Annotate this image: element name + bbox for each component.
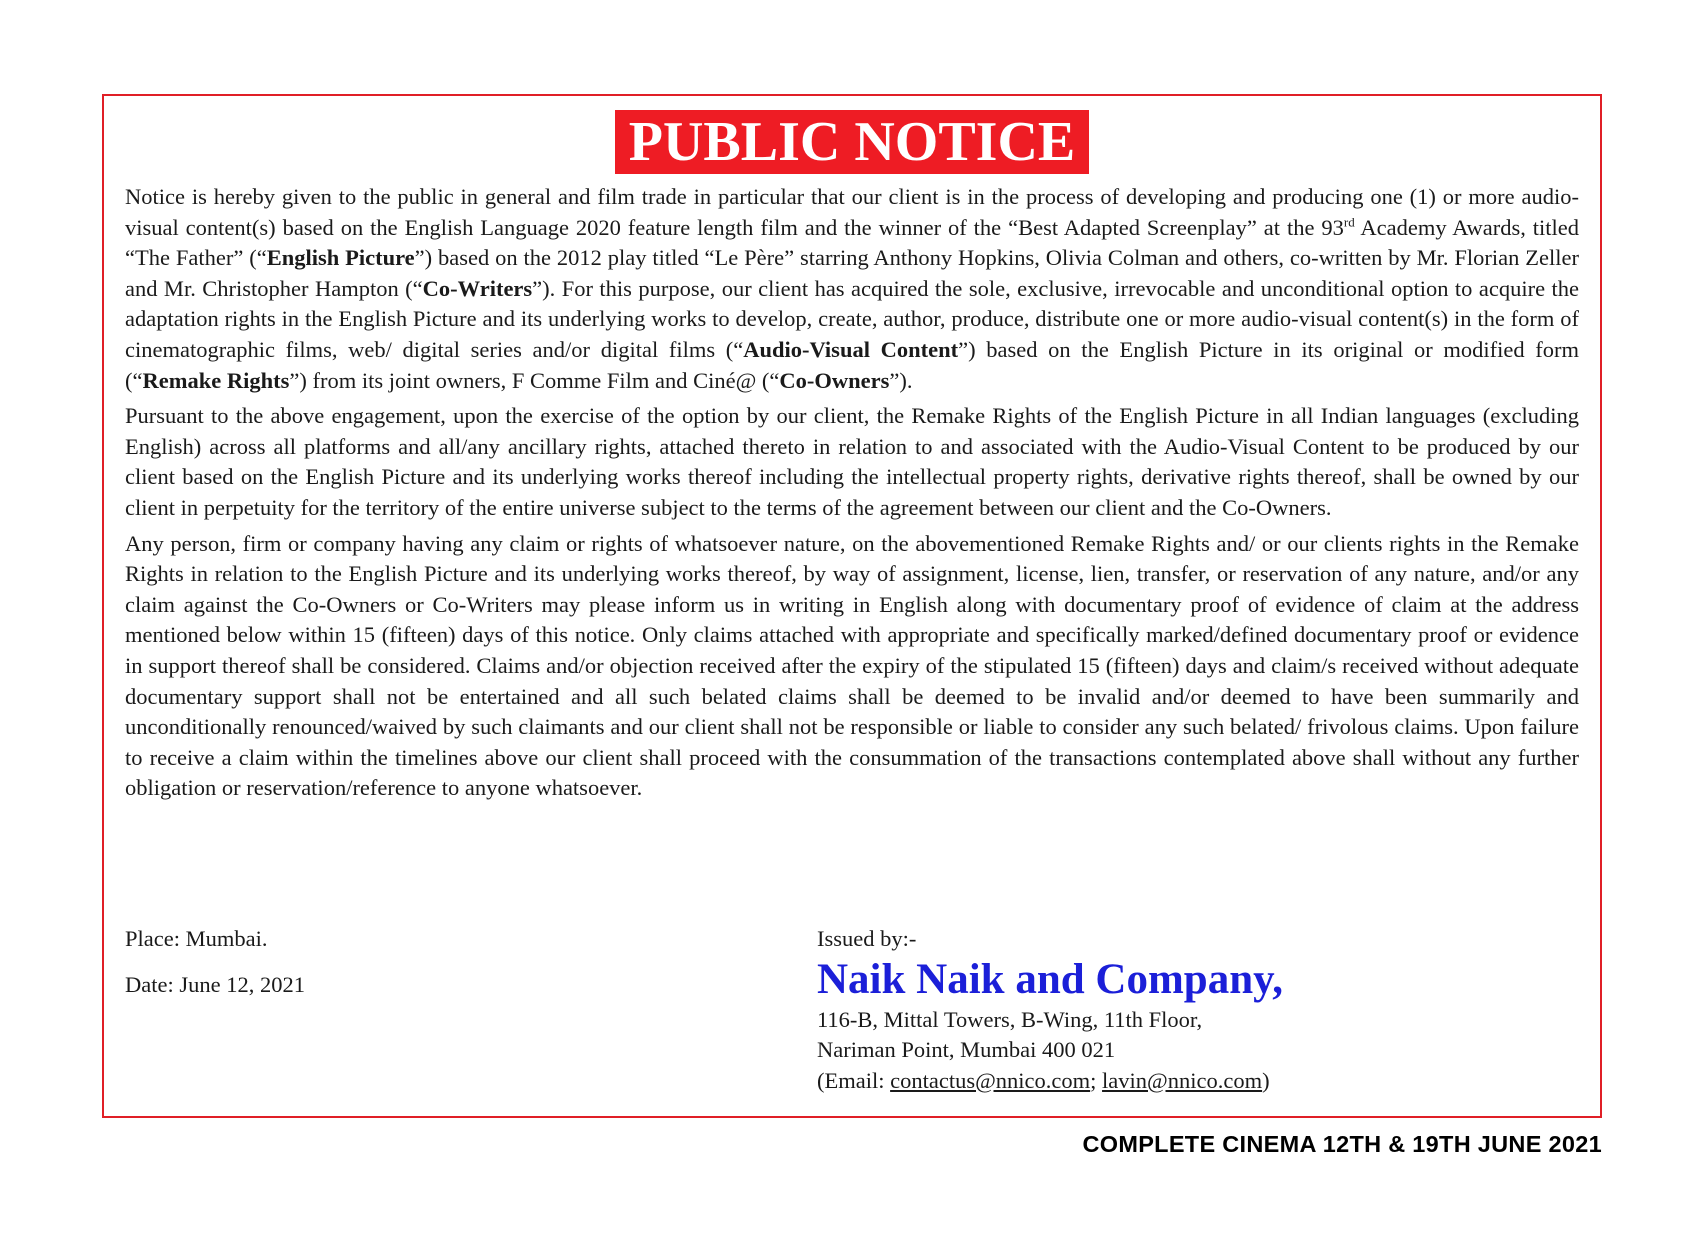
address-line-1: 116-B, Mittal Towers, B-Wing, 11th Floor, <box>817 1006 1203 1032</box>
notice-body <box>125 182 1579 809</box>
term-audio-visual-content: Audio-Visual Content <box>743 336 959 362</box>
place-date-block <box>125 924 305 1000</box>
p1-text-6: ”) from its joint owners, F Comme Film and Ciné@ (“ <box>289 367 780 393</box>
p1-text-5: ”) based on the English Picture in its original or modified form (“ <box>125 336 1580 393</box>
term-co-owners: Co-Owners <box>779 367 890 393</box>
public-notice-frame <box>102 94 1602 1118</box>
publication-banner: COMPLETE CINEMA 12TH & 19TH JUNE 2021 <box>1082 1131 1602 1157</box>
p1-text-2: Academy Awards, titled “The Father” (“ <box>125 214 1579 271</box>
email-link-contactus[interactable]: contactus@nnico.com <box>890 1067 1091 1093</box>
place-line: Place: Mumbai. <box>125 926 268 951</box>
email-suffix: ) <box>1262 1067 1270 1093</box>
email-line <box>817 1066 1283 1097</box>
term-english-picture: English Picture <box>266 245 415 271</box>
notice-title: PUBLIC NOTICE <box>615 110 1090 174</box>
email-prefix: (Email: <box>817 1067 891 1093</box>
ordinal-superscript: rd <box>1343 214 1355 230</box>
paragraph-2: Pursuant to the above engagement, upon the exercise of the option by our client, the Remake Rights of the English Picture in all Indian languages (excluding English) across all platforms and all/any ancillary rights, attached thereto in relation to and associated with the Audio-Visual Content to be produced by our client based on the English Picture and its underlying works thereof including the intellectual property rights, derivative rights thereof, shall be owned by our client in perpetuity for the territory of the entire universe subject to the terms of the agreement between our client and the Co-Owners. <box>125 403 1579 520</box>
p1-text-7: ”). <box>889 367 913 393</box>
paragraph-3: Any person, firm or company having any claim or rights of whatsoever nature, on the abovementioned Remake Rights and/ or our clients rights in the Remake Rights in relation to the English Picture and its underlying works thereof, by way of assignment, license, lien, transfer, or reservation of any nature, and/or any claim against the Co-Owners or Co-Writers may please inform us in writing in English along with documentary proof of evidence of claim at the address mentioned below within 15 (fifteen) days of this notice. Only claims attached with appropriate and specifically marked/defined documentary proof or evidence in support thereof shall be considered. Claims and/or objection received after the expiry of the stipulated 15 (fifteen) days and claim/s received without adequate documentary support shall not be entertained and all such belated claims shall be deemed to be invalid and/or deemed to have been summarily and unconditionally renounced/waived by such claimants and our client shall not be responsible or liable to consider any such belated/ frivolous claims. Upon failure to receive a claim within the timelines above our client shall proceed with the consummation of the transactions contemplated above shall without any further obligation or reservation/reference to anyone whatsoever. <box>125 530 1579 801</box>
p1-text-3: ”) based on the 2012 play titled “Le Père” starring Anthony Hopkins, Olivia Colman and others, co-written by Mr. Florian Zeller and Mr. Christopher Hampton (“ <box>125 245 1579 301</box>
term-co-writers: Co-Writers <box>422 275 533 301</box>
issuer-block <box>817 924 1283 1096</box>
title-wrap <box>104 110 1600 174</box>
address-line-2: Nariman Point, Mumbai 400 021 <box>817 1037 1116 1062</box>
p1-text-1: Notice is hereby given to the public in general and film trade in particular that our client is in the process of developing and producing one (1) or more audio-visual content(s) based on the English Language 2020 feature length film and the winner of the “Best Adapted Screenplay” at the 93 <box>125 184 1579 240</box>
term-remake-rights: Remake Rights <box>142 367 290 393</box>
issued-by-label: Issued by:- <box>817 926 917 951</box>
firm-name: Naik Naik and Company, <box>817 955 1283 1003</box>
email-separator: ; <box>1090 1067 1103 1093</box>
paragraph-1 <box>125 182 1579 396</box>
date-line: Date: June 12, 2021 <box>125 972 305 997</box>
email-link-lavin[interactable]: lavin@nnico.com <box>1102 1067 1263 1093</box>
p1-text-4: ”). For this purpose, our client has acquired the sole, exclusive, irrevocable and unconditional option to acquire the adaptation rights in the English Picture and its underlying works to develop, create, author, produce, distribute one or more audio-visual content(s) in the form of cinematographic films, web/ digital series and/or digital films (“ <box>125 275 1579 362</box>
